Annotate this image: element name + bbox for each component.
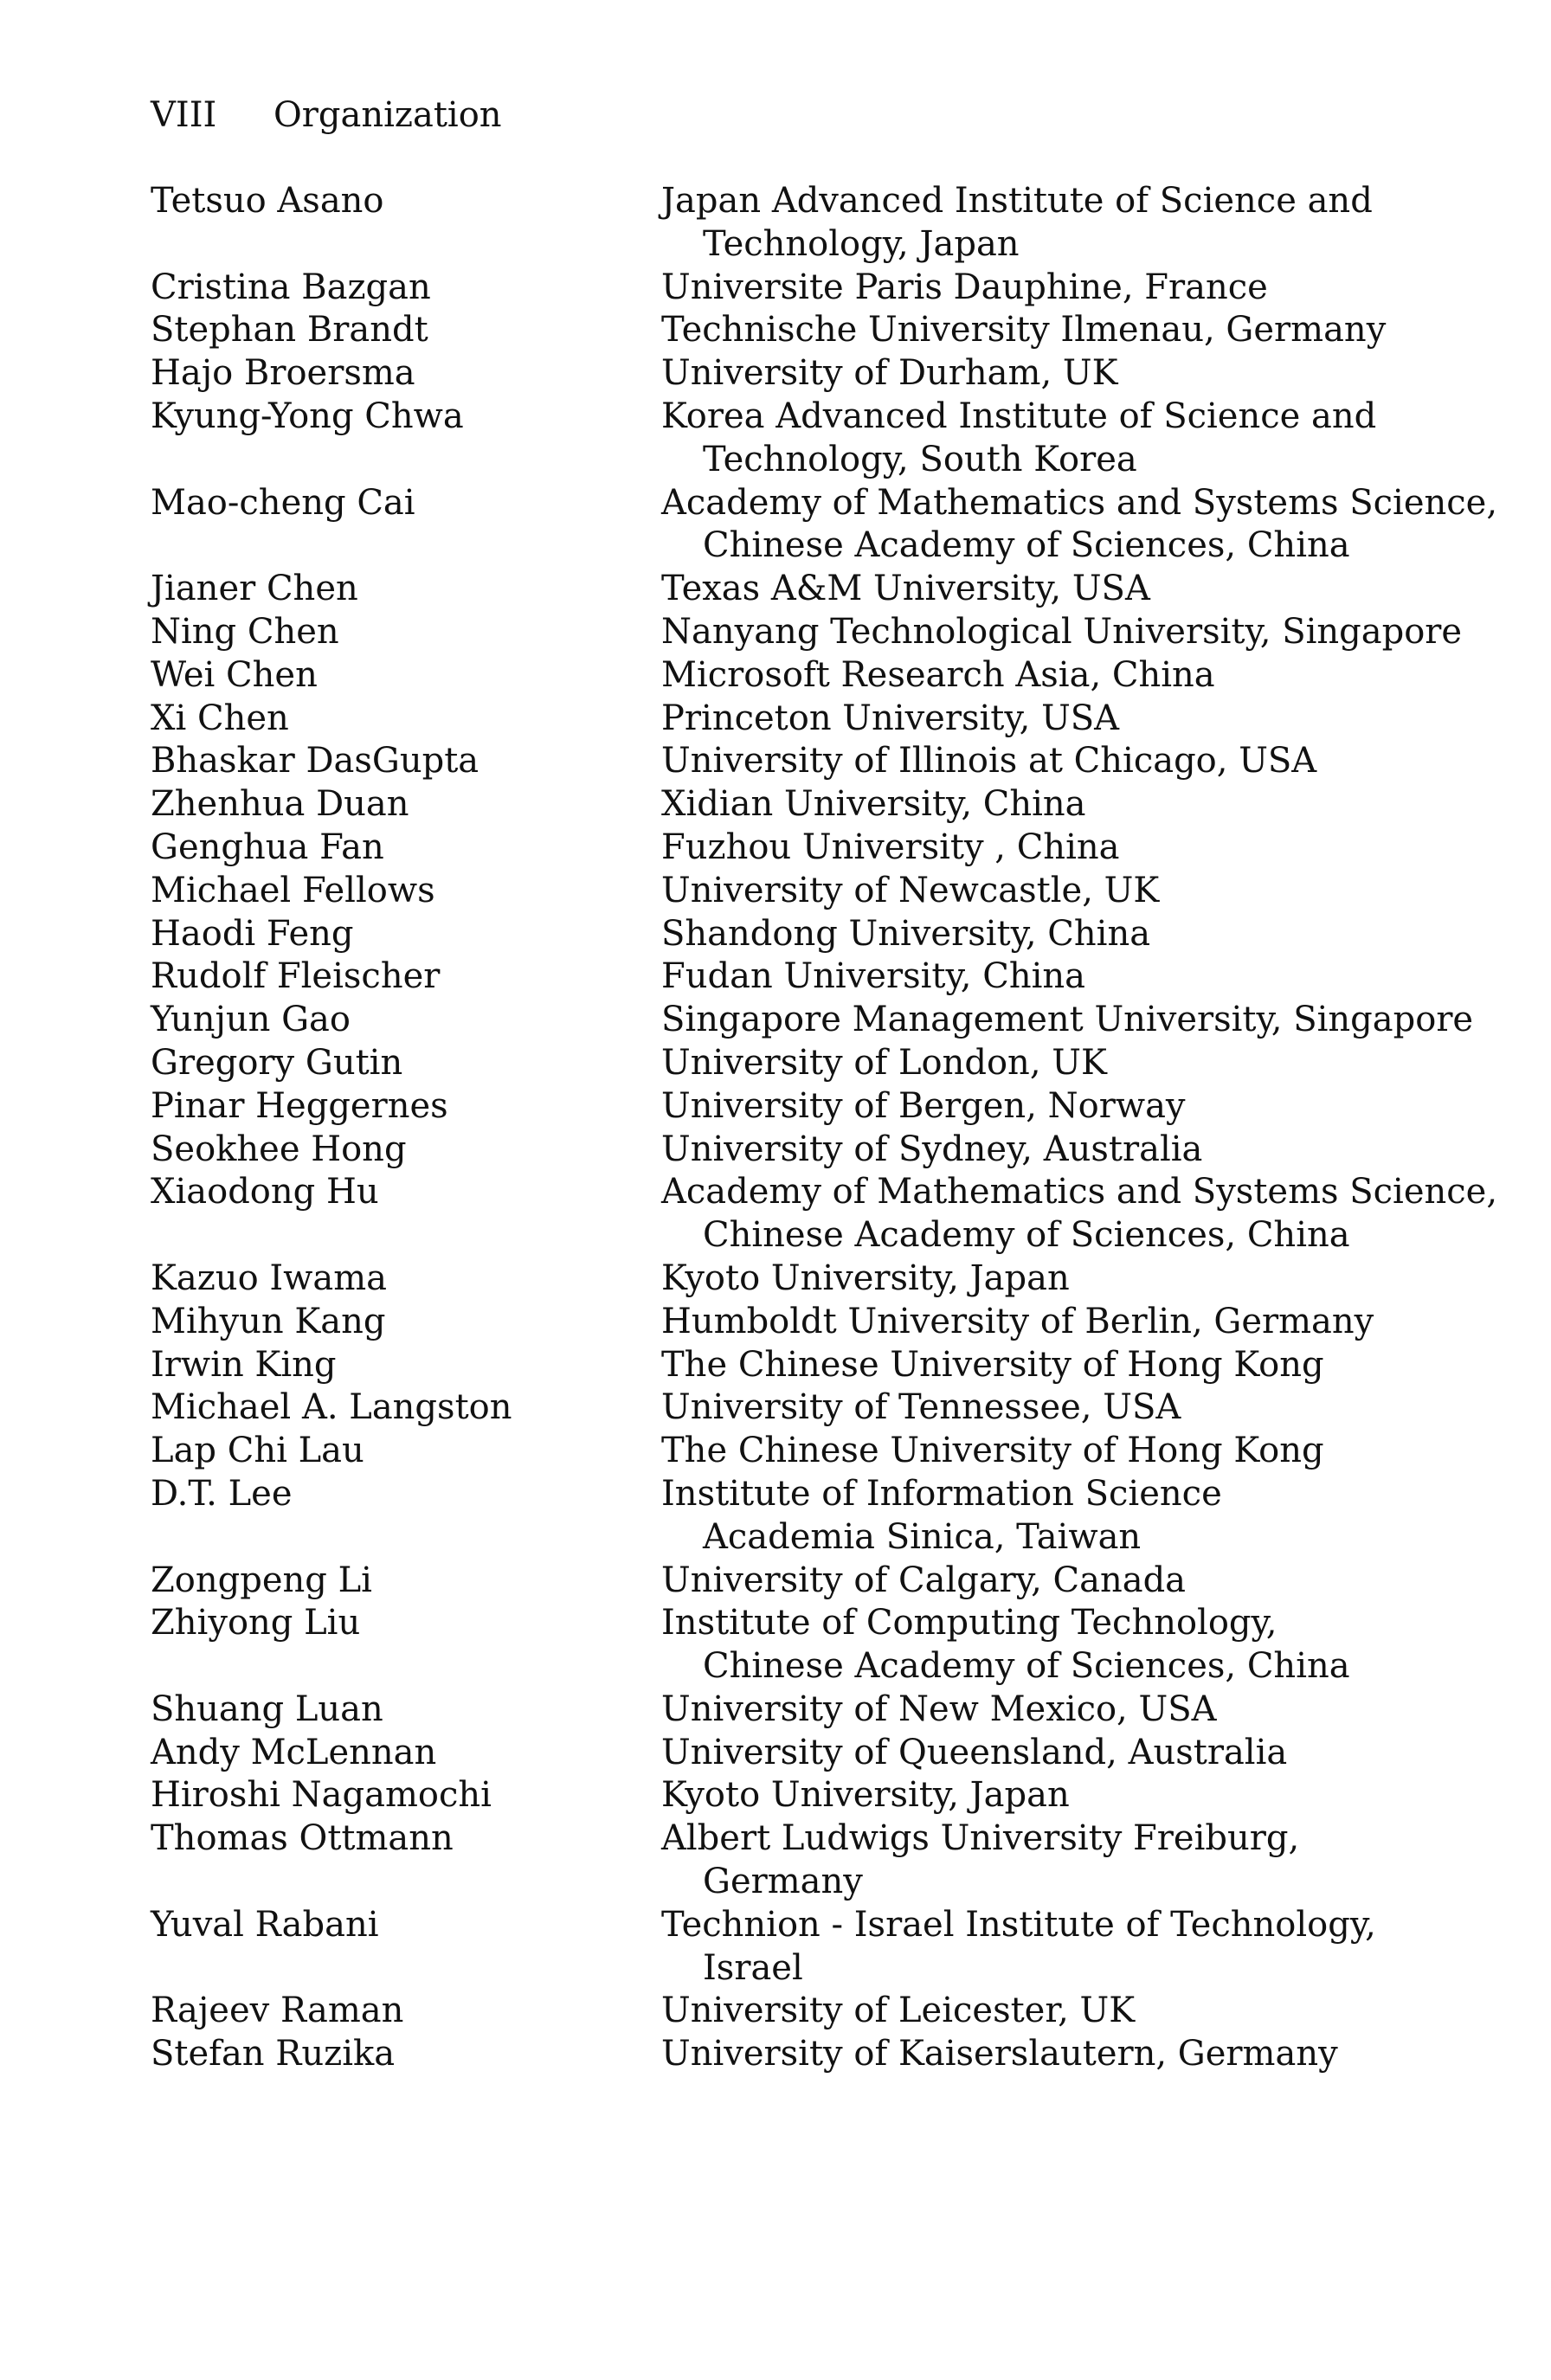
affiliation-line: University of New Mexico, USA bbox=[661, 1689, 1217, 1729]
member-row bbox=[151, 698, 1406, 741]
affiliation-line: University of Queensland, Australia bbox=[661, 1732, 1288, 1772]
member-name: Andy McLennan bbox=[151, 1732, 437, 1772]
member-affiliation bbox=[661, 1689, 1406, 1732]
affiliation-line: Nanyang Technological University, Singapore bbox=[661, 611, 1463, 652]
affiliation-line: University of Kaiserslautern, Germany bbox=[661, 2034, 1338, 2074]
affiliation-line: Texas A&M University, USA bbox=[661, 569, 1150, 609]
affiliation-line: Humboldt University of Berlin, Germany bbox=[661, 1301, 1374, 1341]
member-affiliation bbox=[661, 955, 1406, 999]
member-name: Seokhee Hong bbox=[151, 1129, 407, 1169]
member-row bbox=[151, 267, 1406, 310]
member-affiliation bbox=[661, 1258, 1406, 1301]
affiliation-line: Chinese Academy of Sciences, China bbox=[703, 525, 1350, 566]
member-name: Lap Chi Lau bbox=[151, 1431, 364, 1471]
member-name: Wei Chen bbox=[151, 654, 318, 695]
member-affiliation bbox=[661, 309, 1406, 352]
affiliation-line: Microsoft Research Asia, China bbox=[661, 654, 1215, 695]
member-row bbox=[151, 1817, 1406, 1904]
affiliation-line: Germany bbox=[703, 1862, 863, 1902]
affiliation-line: Kyoto University, Japan bbox=[661, 1258, 1070, 1298]
member-name: Zhenhua Duan bbox=[151, 784, 409, 825]
affiliation-line: Academia Sinica, Taiwan bbox=[703, 1516, 1142, 1557]
member-affiliation bbox=[661, 352, 1406, 396]
member-row bbox=[151, 2033, 1406, 2076]
member-affiliation bbox=[661, 1430, 1406, 1473]
member-row bbox=[151, 1774, 1406, 1817]
affiliation-line: Chinese Academy of Sciences, China bbox=[703, 1215, 1350, 1256]
member-name: Mihyun Kang bbox=[151, 1301, 386, 1341]
member-affiliation bbox=[661, 1129, 1406, 1172]
member-affiliation bbox=[661, 999, 1473, 1042]
affiliation-line: Technion - Israel Institute of Technology, bbox=[661, 1904, 1376, 1945]
member-name: Pinar Heggernes bbox=[151, 1085, 448, 1126]
member-affiliation bbox=[661, 396, 1406, 482]
member-affiliation bbox=[661, 1171, 1497, 1258]
affiliation-line: Academy of Mathematics and Systems Science, bbox=[661, 1172, 1498, 1213]
member-row bbox=[151, 1171, 1498, 1258]
member-row bbox=[151, 999, 1474, 1042]
member-name: Kyung-Yong Chwa bbox=[151, 396, 464, 436]
member-name: Xiaodong Hu bbox=[151, 1172, 379, 1213]
member-affiliation bbox=[661, 1817, 1406, 1904]
member-affiliation bbox=[661, 870, 1406, 913]
member-affiliation bbox=[661, 180, 1406, 267]
affiliation-line: University of Calgary, Canada bbox=[661, 1560, 1187, 1600]
member-name: Kazuo Iwama bbox=[151, 1258, 388, 1298]
member-affiliation bbox=[661, 1990, 1406, 2033]
affiliation-line: University of Illinois at Chicago, USA bbox=[661, 741, 1317, 782]
member-row bbox=[151, 1473, 1406, 1560]
member-name: Shuang Luan bbox=[151, 1689, 383, 1729]
member-affiliation bbox=[661, 267, 1406, 310]
page-number: VIII bbox=[151, 95, 217, 135]
member-name: Irwin King bbox=[151, 1344, 337, 1385]
member-row bbox=[151, 1301, 1406, 1344]
affiliation-line: Japan Advanced Institute of Science and bbox=[661, 181, 1373, 221]
member-row bbox=[151, 1560, 1406, 1603]
member-name: Yuval Rabani bbox=[151, 1904, 379, 1945]
member-affiliation bbox=[661, 827, 1406, 870]
member-name: Jianer Chen bbox=[151, 569, 358, 609]
affiliation-line: Fuzhou University , China bbox=[661, 827, 1120, 867]
member-name: Mao-cheng Cai bbox=[151, 482, 415, 523]
affiliation-line: University of Tennessee, USA bbox=[661, 1387, 1181, 1428]
member-name: Rajeev Raman bbox=[151, 1991, 404, 2031]
affiliation-line: Institute of Information Science bbox=[661, 1473, 1222, 1514]
member-name: Yunjun Gao bbox=[151, 1000, 351, 1040]
member-name: Tetsuo Asano bbox=[151, 181, 384, 221]
member-name: Michael A. Langston bbox=[151, 1387, 512, 1428]
member-affiliation bbox=[661, 740, 1406, 783]
committee-member-list bbox=[151, 180, 1498, 2076]
member-row bbox=[151, 482, 1498, 569]
affiliation-line: University of Leicester, UK bbox=[661, 1991, 1136, 2031]
affiliation-line: University of Sydney, Australia bbox=[661, 1129, 1203, 1169]
affiliation-line: Institute of Computing Technology, bbox=[661, 1603, 1277, 1643]
member-row bbox=[151, 180, 1406, 267]
member-affiliation bbox=[661, 1473, 1406, 1560]
member-affiliation bbox=[661, 1774, 1406, 1817]
member-name: Bhaskar DasGupta bbox=[151, 741, 479, 782]
member-affiliation bbox=[661, 1301, 1406, 1344]
member-affiliation bbox=[661, 1042, 1406, 1085]
affiliation-line: University of Durham, UK bbox=[661, 353, 1118, 394]
running-head bbox=[151, 93, 502, 137]
member-affiliation bbox=[661, 698, 1406, 741]
member-row bbox=[151, 1732, 1406, 1775]
member-affiliation bbox=[661, 654, 1406, 698]
member-affiliation bbox=[661, 1386, 1406, 1430]
affiliation-line: Singapore Management University, Singapore bbox=[661, 1000, 1474, 1040]
member-row bbox=[151, 654, 1406, 698]
affiliation-line: Kyoto University, Japan bbox=[661, 1775, 1070, 1816]
member-row bbox=[151, 870, 1406, 913]
member-row bbox=[151, 1129, 1406, 1172]
member-name: Ning Chen bbox=[151, 611, 339, 652]
affiliation-line: Shandong University, China bbox=[661, 913, 1151, 954]
member-row bbox=[151, 352, 1406, 396]
affiliation-line: University of Newcastle, UK bbox=[661, 870, 1160, 910]
member-row bbox=[151, 611, 1463, 654]
member-name: Hiroshi Nagamochi bbox=[151, 1775, 492, 1816]
section-title: Organization bbox=[274, 95, 502, 135]
affiliation-line: Xidian University, China bbox=[661, 784, 1086, 825]
member-row bbox=[151, 1085, 1406, 1129]
affiliation-line: Princeton University, USA bbox=[661, 698, 1120, 738]
member-name: Michael Fellows bbox=[151, 870, 435, 910]
member-name: Xi Chen bbox=[151, 698, 289, 738]
member-name: Haodi Feng bbox=[151, 913, 354, 954]
member-affiliation bbox=[661, 1904, 1406, 1991]
member-name: Cristina Bazgan bbox=[151, 267, 431, 307]
member-affiliation bbox=[661, 1560, 1406, 1603]
member-row bbox=[151, 1430, 1406, 1473]
member-affiliation bbox=[661, 2033, 1406, 2076]
member-name: Thomas Ottmann bbox=[151, 1818, 454, 1859]
member-name: Gregory Gutin bbox=[151, 1042, 403, 1083]
member-row bbox=[151, 309, 1406, 352]
member-affiliation bbox=[661, 568, 1406, 611]
member-row bbox=[151, 740, 1406, 783]
member-affiliation bbox=[661, 611, 1462, 654]
member-row bbox=[151, 1258, 1406, 1301]
member-row bbox=[151, 396, 1406, 482]
affiliation-line: Chinese Academy of Sciences, China bbox=[703, 1646, 1350, 1687]
member-name: Zongpeng Li bbox=[151, 1560, 372, 1600]
affiliation-line: Albert Ludwigs University Freiburg, bbox=[661, 1818, 1300, 1859]
member-row bbox=[151, 1344, 1406, 1387]
member-name: Stefan Ruzika bbox=[151, 2034, 396, 2074]
member-name: Rudolf Fleischer bbox=[151, 956, 441, 997]
member-row bbox=[151, 1689, 1406, 1732]
affiliation-line: Fudan University, China bbox=[661, 956, 1085, 997]
member-affiliation bbox=[661, 1344, 1406, 1387]
member-row bbox=[151, 1386, 1406, 1430]
affiliation-line: The Chinese University of Hong Kong bbox=[661, 1431, 1324, 1471]
affiliation-line: Technische University Ilmenau, Germany bbox=[661, 310, 1387, 351]
member-name: Stephan Brandt bbox=[151, 310, 428, 351]
member-row bbox=[151, 1904, 1406, 1991]
affiliation-line: Korea Advanced Institute of Science and bbox=[661, 396, 1377, 436]
affiliation-line: Technology, South Korea bbox=[703, 439, 1137, 479]
affiliation-line: Israel bbox=[703, 1947, 803, 1988]
member-name: D.T. Lee bbox=[151, 1473, 293, 1514]
member-name: Genghua Fan bbox=[151, 827, 384, 867]
member-row bbox=[151, 913, 1406, 956]
affiliation-line: Technology, Japan bbox=[703, 223, 1020, 264]
affiliation-line: Universite Paris Dauphine, France bbox=[661, 267, 1268, 307]
member-row bbox=[151, 827, 1406, 870]
member-row bbox=[151, 1990, 1406, 2033]
member-row bbox=[151, 568, 1406, 611]
member-name: Zhiyong Liu bbox=[151, 1603, 361, 1643]
member-affiliation bbox=[661, 1602, 1406, 1689]
member-affiliation bbox=[661, 1085, 1406, 1129]
affiliation-line: University of Bergen, Norway bbox=[661, 1085, 1186, 1126]
member-name: Hajo Broersma bbox=[151, 353, 415, 394]
affiliation-line: The Chinese University of Hong Kong bbox=[661, 1344, 1324, 1385]
member-row bbox=[151, 1602, 1406, 1689]
member-affiliation bbox=[661, 783, 1406, 827]
member-affiliation bbox=[661, 482, 1497, 569]
affiliation-line: University of London, UK bbox=[661, 1042, 1107, 1083]
member-row bbox=[151, 955, 1406, 999]
member-row bbox=[151, 1042, 1406, 1085]
member-affiliation bbox=[661, 1732, 1406, 1775]
affiliation-line: Academy of Mathematics and Systems Science, bbox=[661, 482, 1498, 523]
member-affiliation bbox=[661, 913, 1406, 956]
member-row bbox=[151, 783, 1406, 827]
